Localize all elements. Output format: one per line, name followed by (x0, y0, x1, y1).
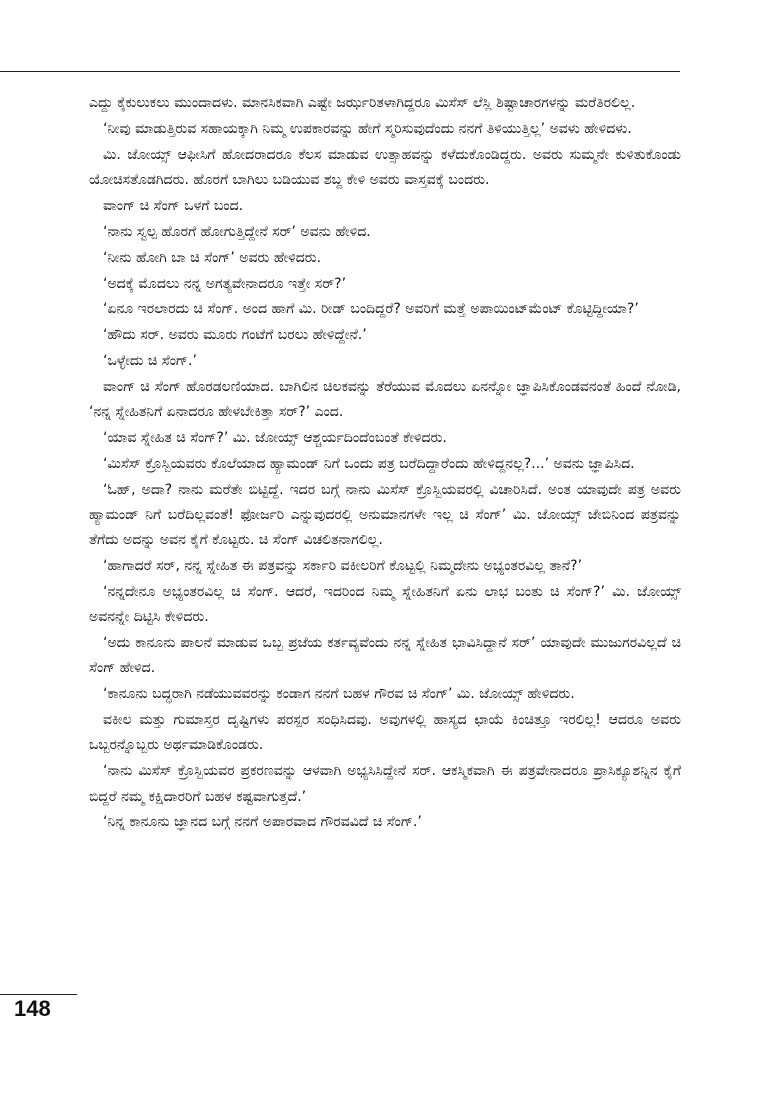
paragraph: ‘ನಾನು ಸ್ವಲ್ಪ ಹೊರಗೆ ಹೋಗುತ್ತಿದ್ದೇನೆ ಸರ್’ ಅವನು ಹೇಳಿದ. (103, 223, 371, 240)
paragraph: ‘ಹಾಗಾದರೆ ಸರ್, ನನ್ನ ಸ್ನೇಹಿತ ಈ ಪತ್ರವನ್ನು ಸರ್ಕಾರಿ ವಕೀಲರಿಗೆ ಕೊಟ್ಟಲ್ಲಿ ನಿಮ್ಮದೇನು ಅಭ್ಯಂತರವಿಲ್ಲ ತಾನೆ?’ (103, 558, 583, 575)
paragraph: ವಾಂಗ್ ಚಿ ಸೆಂಗ್ ಒಳಗೆ ಬಂದ. (103, 197, 244, 214)
top-rule (0, 71, 680, 72)
paragraph: ವಾಂಗ್ ಚಿ ಸೆಂಗ್ ಹೊರಡಲಣಿಯಾದ. ಬಾಗಿಲಿನ ಚಿಲಕವನ್ನು ತೆರೆಯುವ ಮೊದಲು ಏನನ್ನೋ ಜ್ಞಾಪಿಸಿಕೊಂಡವನಂತೆ ಹಿಂದೆ ನೋಡಿ, ‘ನನ್ನ ಸ್ನೇಹಿತನಿಗೆ ಏನಾದರೂ ಹೇಳಬೇಕಿತ್ತಾ ಸರ್?’ ಎಂದ. (89, 379, 681, 421)
paragraph: ‘ನೀನು ಹೋಗಿ ಬಾ ಚಿ ಸೆಂಗ್’ ಅವರು ಹೇಳಿದರು. (103, 249, 322, 266)
paragraph: ‘ಕಾನೂನು ಬದ್ಧರಾಗಿ ನಡೆಯುವವರನ್ನು ಕಂಡಾಗ ನನಗೆ ಬಹಳ ಗೌರವ ಚಿ ಸೆಂಗ್’ ಮಿ. ಜೋಯ್ಸ್ ಹೇಳಿದರು. (103, 686, 575, 703)
paragraph: ‘ನೀವು ಮಾಡುತ್ತಿರುವ ಸಹಾಯಕ್ಕಾಗಿ ನಿಮ್ಮ ಉಪಕಾರವನ್ನು ಹೇಗೆ ಸ್ಮರಿಸುವುದೆಂದು ನನಗೆ ತಿಳಿಯುತ್ತಿಲ್ಲ’ ಅವಳು ಹೇಳಿದಳು. (103, 120, 632, 137)
bottom-rule (0, 994, 77, 995)
paragraph: ‘ಹೌದು ಸರ್. ಅವರು ಮೂರು ಗಂಟೆಗೆ ಬರಲು ಹೇಳಿದ್ದೇನೆ.’ (103, 327, 367, 344)
paragraph: ‘ಒಳ್ಳೇದು ಚಿ ಸೆಂಗ್.’ (103, 353, 197, 370)
paragraph: ‘ಯಾವ ಸ್ನೇಹಿತ ಚಿ ಸೆಂಗ್?’ ಮಿ. ಜೋಯ್ಸ್ ಆಶ್ಚರ್ಯದಿಂದೆಂಬಂತೆ ಕೇಳಿದರು. (103, 430, 447, 447)
paragraph: ‘ಓಹ್, ಅದಾ? ನಾನು ಮರೆತೇ ಬಿಟ್ಟಿದ್ದೆ. ಇದರ ಬಗ್ಗೆ ನಾನು ಮಿಸೆಸ್ ಕ್ರೊಸ್ಬಿಯವರಲ್ಲಿ ವಿಚಾರಿಸಿದೆ. ಅಂತ ಯಾವುದೇ ಪತ್ರ ಅವರು ಹ್ಯಾಮಂಡ್ ನಿಗೆ ಬರೆದಿಲ್ಲವಂತೆ! ಫೋರ್ಜರಿ ಎನ್ನುವುದರಲ್ಲಿ ಅನುಮಾನಗಳೇ ಇಲ್ಲ ಚಿ ಸೆಂಗ್’ ಮಿ. ಜೋಯ್ಸ್ ಜೇಬಿನಿಂದ ಪತ್ರವನ್ನು ತೆಗೆದು ಅದನ್ನು ಅವನ ಕೈಗೆ ಕೊಟ್ಟರು. ಚಿ ಸೆಂಗ್ ವಿಚಲಿತನಾಗಲಿಲ್ಲ. (89, 481, 681, 549)
paragraph: ‘ಅದಕ್ಕೆ ಮೊದಲು ನನ್ನ ಅಗತ್ಯವೇನಾದರೂ ಇತ್ತೇ ಸರ್?’ (103, 275, 347, 292)
paragraph: ‘ನನ್ನದೇನೂ ಅಭ್ಯಂತರವಿಲ್ಲ ಚಿ ಸೆಂಗ್. ಆದರೆ, ಇದರಿಂದ ನಿಮ್ಮ ಸ್ನೇಹಿತನಿಗೆ ಏನು ಲಾಭ ಬಂತು ಚಿ ಸೆಂಗ್?’ ಮಿ. ಜೋಯ್ಸ್ ಅವನನ್ನೇ ದಿಟ್ಟಿಸಿ ಕೇಳಿದರು. (89, 584, 681, 626)
paragraph: ವಕೀಲ ಮತ್ತು ಗುಮಾಸ್ತರ ದೃಷ್ಟಿಗಳು ಪರಸ್ಪರ ಸಂಧಿಸಿದವು. ಅವುಗಳಲ್ಲಿ ಹಾಸ್ಯದ ಛಾಯೆ ಕಿಂಚಿತ್ತೂ ಇರಲಿಲ್ಲ! ಆದರೂ ಅವರು ಒಬ್ಬರನ್ನೊಬ್ಬರು ಅರ್ಥಮಾಡಿಕೊಂಡರು. (89, 712, 681, 754)
paragraph: ಎದ್ದು ಕೈಕುಲುಕಲು ಮುಂದಾದಳು. ಮಾನಸಿಕವಾಗಿ ಎಷ್ಟೇ ಜರ್ಝರಿತಳಾಗಿದ್ದರೂ ಮಿಸೆಸ್ ಲೆಸ್ಲಿ ಶಿಷ್ಟಾಚಾರಗಳನ್ನು ಮರೆತಿರಲಿಲ್ಲ. (89, 95, 636, 111)
page-number: 148 (14, 996, 51, 1021)
paragraph: ‘ನಿನ್ನ ಕಾನೂನು ಜ್ಞಾನದ ಬಗ್ಗೆ ನನಗೆ ಅಪಾರವಾದ ಗೌರವವಿದೆ ಚಿ ಸೆಂಗ್.’ (103, 814, 422, 831)
paragraph: ‘ನಾನು ಮಿಸೆಸ್ ಕ್ರೊಸ್ಬಿಯವರ ಪ್ರಕರಣವನ್ನು ಆಳವಾಗಿ ಅಭ್ಯಸಿಸಿದ್ದೇನೆ ಸರ್. ಆಕಸ್ಮಿಕವಾಗಿ ಈ ಪತ್ರವೇನಾದರೂ ಪ್ರಾಸಿಕ್ಯೂಶನ್ನಿನ ಕೈಗೆ ಬಿದ್ದರೆ ನಮ್ಮ ಕಕ್ಷಿದಾರರಿಗೆ ಬಹಳ ಕಷ್ಟವಾಗುತ್ತದೆ.’ (89, 763, 681, 805)
paragraph: ‘ಮಿಸೆಸ್ ಕ್ರೊಸ್ಬಿಯವರು ಕೊಲೆಯಾದ ಹ್ಯಾಮಂಡ್ ನಿಗೆ ಒಂದು ಪತ್ರ ಬರೆದಿದ್ದಾರೆಂದು ಹೇಳಿದ್ದನಲ್ಲ?...’ ಅವನು ಜ್ಞಾಪಿಸಿದ. (103, 456, 635, 473)
paragraph: ‘ಅದು ಕಾನೂನು ಪಾಲನೆ ಮಾಡುವ ಒಬ್ಬ ಪ್ರಜೆಯ ಕರ್ತವ್ಯವೆಂದು ನನ್ನ ಸ್ನೇಹಿತ ಭಾವಿಸಿದ್ದಾನೆ ಸರ್’ ಯಾವುದೇ ಮುಜುಗರವಿಲ್ಲದೆ ಚಿ ಸೆಂಗ್ ಹೇಳಿದ. (89, 635, 681, 677)
page-body-text (89, 91, 681, 836)
paragraph: ‘ಏನೂ ಇರಲಾರದು ಚಿ ಸೆಂಗ್. ಅಂದ ಹಾಗೆ ಮಿ. ರೀಡ್ ಬಂದಿದ್ದರೆ? ಅವರಿಗೆ ಮತ್ತೆ ಅಪಾಯಿಂಟ್‌ಮೆಂಟ್ ಕೊಟ್ಟಿದ್ದೀಯಾ?’ (103, 301, 639, 318)
paragraph: ಮಿ. ಜೋಯ್ಸ್ ಆಫೀಸಿಗೆ ಹೋದರಾದರೂ ಕೆಲಸ ಮಾಡುವ ಉತ್ಸಾಹವನ್ನು ಕಳೆದುಕೊಂಡಿದ್ದರು. ಅವರು ಸುಮ್ಮನೇ ಕುಳಿತುಕೊಂಡು ಯೋಚಿಸತೊಡಗಿದರು. ಹೊರಗೆ ಬಾಗಿಲು ಬಡಿಯುವ ಶಬ್ದ ಕೇಳಿ ಅವರು ವಾಸ್ತವಕ್ಕೆ ಬಂದರು. (89, 146, 681, 188)
